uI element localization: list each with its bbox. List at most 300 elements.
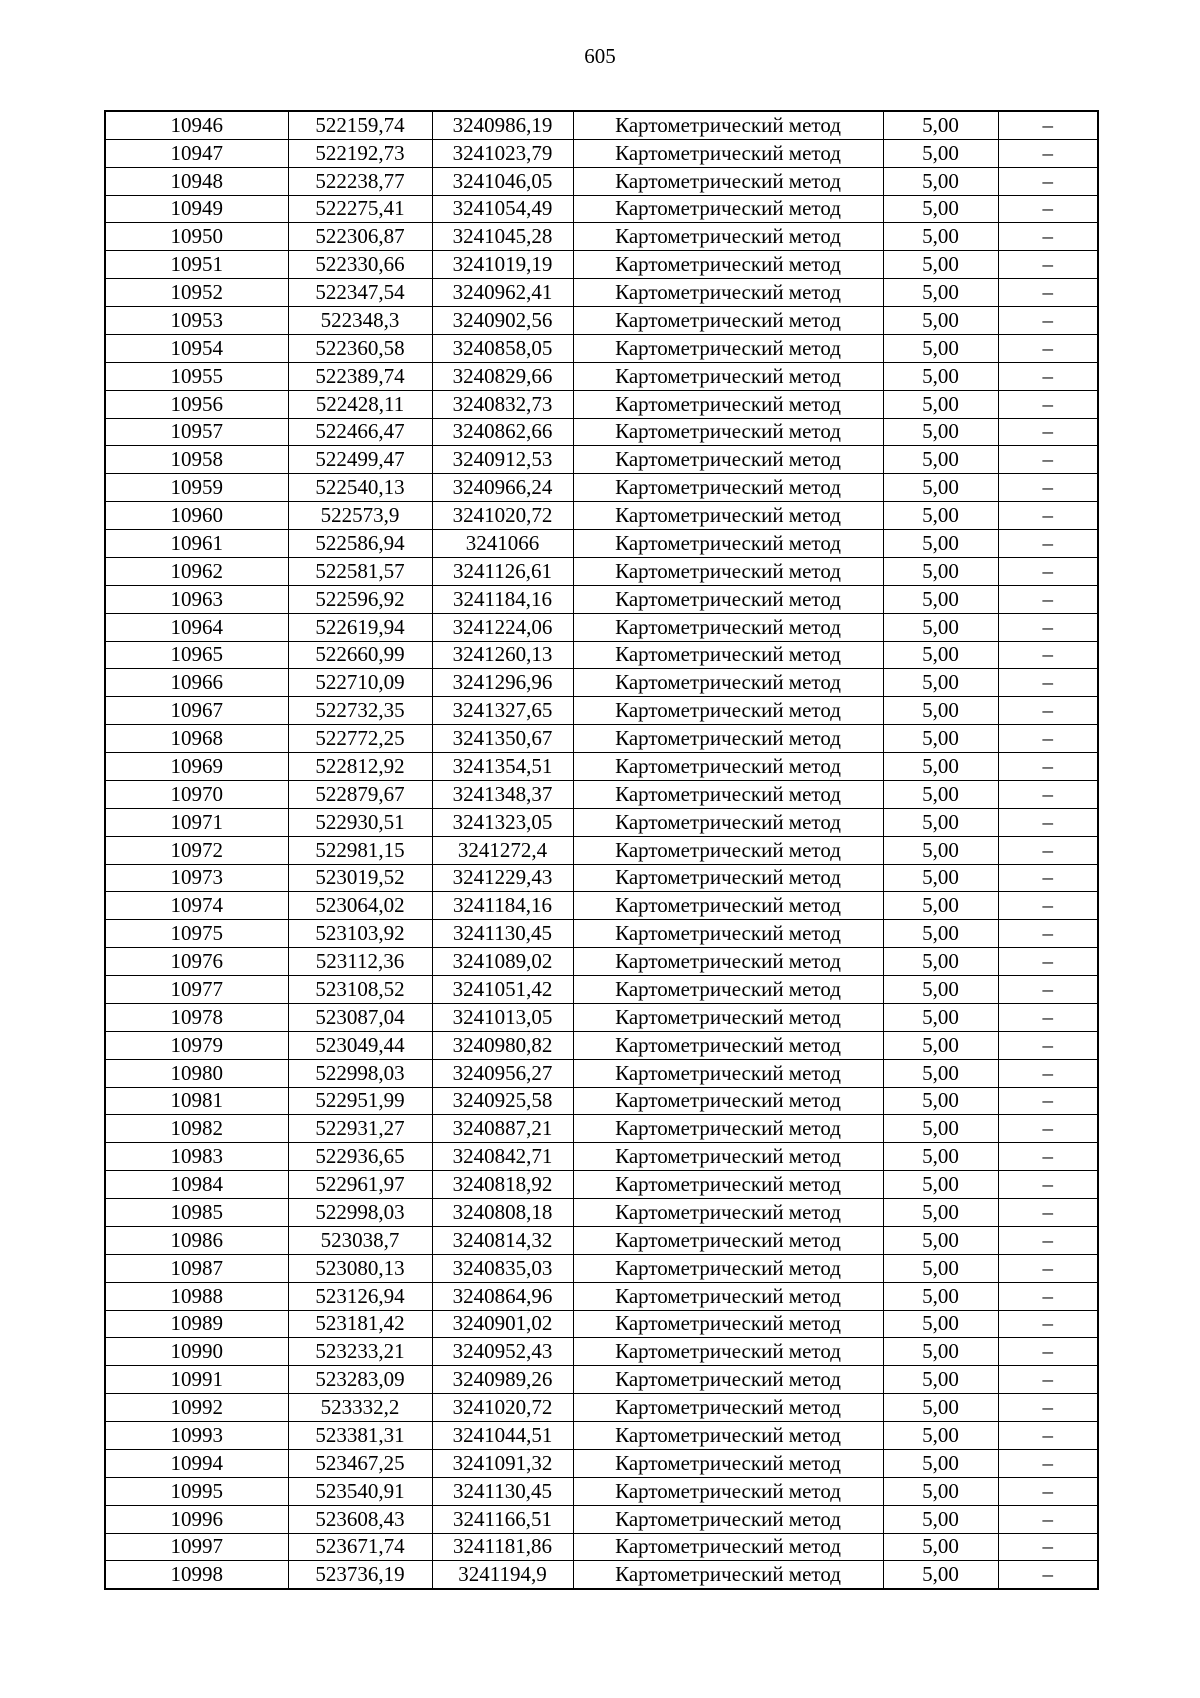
cell-x-coordinate: 523540,91 bbox=[288, 1477, 432, 1505]
cell-note: – bbox=[998, 446, 1098, 474]
cell-note: – bbox=[998, 1338, 1098, 1366]
table-row bbox=[105, 279, 1098, 307]
cell-y-coordinate: 3241013,05 bbox=[432, 1003, 573, 1031]
cell-note: – bbox=[998, 1115, 1098, 1143]
cell-method: Картометрический метод bbox=[573, 502, 883, 530]
cell-point-number: 10954 bbox=[105, 334, 288, 362]
cell-x-coordinate: 522159,74 bbox=[288, 111, 432, 139]
cell-point-number: 10974 bbox=[105, 892, 288, 920]
cell-error: 5,00 bbox=[883, 1087, 998, 1115]
cell-x-coordinate: 522772,25 bbox=[288, 725, 432, 753]
table-row bbox=[105, 530, 1098, 558]
table-row bbox=[105, 1254, 1098, 1282]
cell-error: 5,00 bbox=[883, 1310, 998, 1338]
cell-point-number: 10956 bbox=[105, 390, 288, 418]
cell-point-number: 10992 bbox=[105, 1394, 288, 1422]
cell-method: Картометрический метод bbox=[573, 1254, 883, 1282]
cell-error: 5,00 bbox=[883, 1561, 998, 1589]
cell-x-coordinate: 522930,51 bbox=[288, 808, 432, 836]
cell-method: Картометрический метод bbox=[573, 1003, 883, 1031]
cell-x-coordinate: 522732,35 bbox=[288, 697, 432, 725]
table-row bbox=[105, 641, 1098, 669]
table-row bbox=[105, 1115, 1098, 1143]
cell-x-coordinate: 522192,73 bbox=[288, 139, 432, 167]
cell-point-number: 10966 bbox=[105, 669, 288, 697]
cell-note: – bbox=[998, 418, 1098, 446]
table-row bbox=[105, 307, 1098, 335]
cell-note: – bbox=[998, 976, 1098, 1004]
cell-error: 5,00 bbox=[883, 223, 998, 251]
cell-method: Картометрический метод bbox=[573, 1226, 883, 1254]
cell-point-number: 10951 bbox=[105, 251, 288, 279]
table-row bbox=[105, 1561, 1098, 1589]
cell-method: Картометрический метод bbox=[573, 195, 883, 223]
cell-method: Картометрический метод bbox=[573, 585, 883, 613]
cell-error: 5,00 bbox=[883, 307, 998, 335]
cell-y-coordinate: 3241229,43 bbox=[432, 864, 573, 892]
cell-x-coordinate: 523038,7 bbox=[288, 1226, 432, 1254]
cell-note: – bbox=[998, 641, 1098, 669]
cell-x-coordinate: 522812,92 bbox=[288, 753, 432, 781]
cell-x-coordinate: 522981,15 bbox=[288, 836, 432, 864]
cell-point-number: 10961 bbox=[105, 530, 288, 558]
cell-x-coordinate: 523736,19 bbox=[288, 1561, 432, 1589]
cell-y-coordinate: 3240814,32 bbox=[432, 1226, 573, 1254]
cell-error: 5,00 bbox=[883, 1031, 998, 1059]
cell-method: Картометрический метод bbox=[573, 669, 883, 697]
cell-x-coordinate: 523087,04 bbox=[288, 1003, 432, 1031]
cell-note: – bbox=[998, 864, 1098, 892]
cell-method: Картометрический метод bbox=[573, 530, 883, 558]
cell-y-coordinate: 3241184,16 bbox=[432, 585, 573, 613]
cell-x-coordinate: 523103,92 bbox=[288, 920, 432, 948]
cell-method: Картометрический метод bbox=[573, 1449, 883, 1477]
cell-error: 5,00 bbox=[883, 1003, 998, 1031]
cell-method: Картометрический метод bbox=[573, 111, 883, 139]
cell-error: 5,00 bbox=[883, 1143, 998, 1171]
table-row bbox=[105, 892, 1098, 920]
cell-method: Картометрический метод bbox=[573, 1143, 883, 1171]
cell-error: 5,00 bbox=[883, 362, 998, 390]
cell-y-coordinate: 3240956,27 bbox=[432, 1059, 573, 1087]
cell-error: 5,00 bbox=[883, 641, 998, 669]
cell-point-number: 10995 bbox=[105, 1477, 288, 1505]
cell-note: – bbox=[998, 1561, 1098, 1589]
cell-method: Картометрический метод bbox=[573, 1087, 883, 1115]
cell-note: – bbox=[998, 669, 1098, 697]
cell-error: 5,00 bbox=[883, 836, 998, 864]
table-row bbox=[105, 585, 1098, 613]
cell-method: Картометрический метод bbox=[573, 753, 883, 781]
cell-method: Картометрический метод bbox=[573, 167, 883, 195]
cell-note: – bbox=[998, 1226, 1098, 1254]
table-row bbox=[105, 1505, 1098, 1533]
cell-error: 5,00 bbox=[883, 1422, 998, 1450]
cell-y-coordinate: 3240864,96 bbox=[432, 1282, 573, 1310]
cell-note: – bbox=[998, 753, 1098, 781]
coordinates-table bbox=[104, 110, 1099, 1590]
cell-x-coordinate: 523608,43 bbox=[288, 1505, 432, 1533]
cell-note: – bbox=[998, 1282, 1098, 1310]
cell-note: – bbox=[998, 808, 1098, 836]
cell-note: – bbox=[998, 892, 1098, 920]
cell-method: Картометрический метод bbox=[573, 1505, 883, 1533]
cell-error: 5,00 bbox=[883, 1254, 998, 1282]
cell-note: – bbox=[998, 279, 1098, 307]
cell-error: 5,00 bbox=[883, 1477, 998, 1505]
cell-y-coordinate: 3241089,02 bbox=[432, 948, 573, 976]
cell-method: Картометрический метод bbox=[573, 1561, 883, 1589]
cell-y-coordinate: 3240901,02 bbox=[432, 1310, 573, 1338]
cell-y-coordinate: 3241184,16 bbox=[432, 892, 573, 920]
cell-error: 5,00 bbox=[883, 530, 998, 558]
cell-point-number: 10981 bbox=[105, 1087, 288, 1115]
cell-x-coordinate: 523108,52 bbox=[288, 976, 432, 1004]
table-row bbox=[105, 1171, 1098, 1199]
cell-note: – bbox=[998, 948, 1098, 976]
cell-point-number: 10991 bbox=[105, 1366, 288, 1394]
cell-method: Картометрический метод bbox=[573, 613, 883, 641]
cell-method: Картометрический метод bbox=[573, 1310, 883, 1338]
cell-point-number: 10946 bbox=[105, 111, 288, 139]
cell-error: 5,00 bbox=[883, 864, 998, 892]
table-row bbox=[105, 418, 1098, 446]
cell-x-coordinate: 522936,65 bbox=[288, 1143, 432, 1171]
cell-x-coordinate: 522998,03 bbox=[288, 1059, 432, 1087]
table-row bbox=[105, 920, 1098, 948]
cell-note: – bbox=[998, 836, 1098, 864]
cell-error: 5,00 bbox=[883, 251, 998, 279]
cell-x-coordinate: 522275,41 bbox=[288, 195, 432, 223]
table-row bbox=[105, 557, 1098, 585]
cell-y-coordinate: 3240829,66 bbox=[432, 362, 573, 390]
cell-error: 5,00 bbox=[883, 613, 998, 641]
cell-method: Картометрический метод bbox=[573, 1282, 883, 1310]
cell-x-coordinate: 522428,11 bbox=[288, 390, 432, 418]
cell-note: – bbox=[998, 1031, 1098, 1059]
cell-note: – bbox=[998, 1003, 1098, 1031]
cell-x-coordinate: 522348,3 bbox=[288, 307, 432, 335]
cell-error: 5,00 bbox=[883, 334, 998, 362]
cell-point-number: 10997 bbox=[105, 1533, 288, 1561]
cell-x-coordinate: 522573,9 bbox=[288, 502, 432, 530]
cell-point-number: 10972 bbox=[105, 836, 288, 864]
cell-point-number: 10994 bbox=[105, 1449, 288, 1477]
cell-x-coordinate: 523019,52 bbox=[288, 864, 432, 892]
cell-point-number: 10967 bbox=[105, 697, 288, 725]
cell-error: 5,00 bbox=[883, 1366, 998, 1394]
cell-note: – bbox=[998, 334, 1098, 362]
cell-method: Картометрический метод bbox=[573, 1477, 883, 1505]
cell-error: 5,00 bbox=[883, 1449, 998, 1477]
cell-y-coordinate: 3241327,65 bbox=[432, 697, 573, 725]
cell-method: Картометрический метод bbox=[573, 948, 883, 976]
cell-point-number: 10990 bbox=[105, 1338, 288, 1366]
cell-note: – bbox=[998, 1087, 1098, 1115]
cell-point-number: 10979 bbox=[105, 1031, 288, 1059]
cell-y-coordinate: 3240912,53 bbox=[432, 446, 573, 474]
cell-note: – bbox=[998, 1477, 1098, 1505]
table-row bbox=[105, 613, 1098, 641]
cell-point-number: 10949 bbox=[105, 195, 288, 223]
cell-y-coordinate: 3240818,92 bbox=[432, 1171, 573, 1199]
cell-note: – bbox=[998, 1533, 1098, 1561]
cell-point-number: 10984 bbox=[105, 1171, 288, 1199]
cell-x-coordinate: 522660,99 bbox=[288, 641, 432, 669]
table-body bbox=[105, 111, 1098, 1589]
cell-note: – bbox=[998, 1422, 1098, 1450]
cell-y-coordinate: 3241091,32 bbox=[432, 1449, 573, 1477]
cell-x-coordinate: 523332,2 bbox=[288, 1394, 432, 1422]
cell-x-coordinate: 523112,36 bbox=[288, 948, 432, 976]
cell-x-coordinate: 522586,94 bbox=[288, 530, 432, 558]
cell-x-coordinate: 522330,66 bbox=[288, 251, 432, 279]
cell-y-coordinate: 3241272,4 bbox=[432, 836, 573, 864]
table-row bbox=[105, 1422, 1098, 1450]
cell-x-coordinate: 523467,25 bbox=[288, 1449, 432, 1477]
table-row bbox=[105, 725, 1098, 753]
cell-point-number: 10955 bbox=[105, 362, 288, 390]
cell-point-number: 10958 bbox=[105, 446, 288, 474]
cell-point-number: 10947 bbox=[105, 139, 288, 167]
cell-x-coordinate: 523080,13 bbox=[288, 1254, 432, 1282]
cell-y-coordinate: 3241260,13 bbox=[432, 641, 573, 669]
cell-x-coordinate: 522931,27 bbox=[288, 1115, 432, 1143]
table-row bbox=[105, 195, 1098, 223]
table-row bbox=[105, 1031, 1098, 1059]
cell-note: – bbox=[998, 390, 1098, 418]
cell-error: 5,00 bbox=[883, 418, 998, 446]
cell-x-coordinate: 522389,74 bbox=[288, 362, 432, 390]
cell-y-coordinate: 3241323,05 bbox=[432, 808, 573, 836]
cell-note: – bbox=[998, 1505, 1098, 1533]
cell-note: – bbox=[998, 474, 1098, 502]
cell-method: Картометрический метод bbox=[573, 557, 883, 585]
cell-note: – bbox=[998, 251, 1098, 279]
cell-error: 5,00 bbox=[883, 808, 998, 836]
cell-error: 5,00 bbox=[883, 279, 998, 307]
cell-y-coordinate: 3240832,73 bbox=[432, 390, 573, 418]
cell-point-number: 10970 bbox=[105, 780, 288, 808]
cell-point-number: 10952 bbox=[105, 279, 288, 307]
cell-method: Картометрический метод bbox=[573, 362, 883, 390]
cell-point-number: 10957 bbox=[105, 418, 288, 446]
cell-error: 5,00 bbox=[883, 167, 998, 195]
cell-x-coordinate: 523181,42 bbox=[288, 1310, 432, 1338]
table-row bbox=[105, 1310, 1098, 1338]
cell-y-coordinate: 3240986,19 bbox=[432, 111, 573, 139]
cell-note: – bbox=[998, 585, 1098, 613]
table-row bbox=[105, 1394, 1098, 1422]
cell-error: 5,00 bbox=[883, 195, 998, 223]
cell-error: 5,00 bbox=[883, 1115, 998, 1143]
cell-method: Картометрический метод bbox=[573, 864, 883, 892]
cell-y-coordinate: 3241181,86 bbox=[432, 1533, 573, 1561]
cell-method: Картометрический метод bbox=[573, 418, 883, 446]
cell-point-number: 10968 bbox=[105, 725, 288, 753]
cell-point-number: 10977 bbox=[105, 976, 288, 1004]
cell-y-coordinate: 3240842,71 bbox=[432, 1143, 573, 1171]
cell-point-number: 10976 bbox=[105, 948, 288, 976]
cell-method: Картометрический метод bbox=[573, 920, 883, 948]
cell-y-coordinate: 3241046,05 bbox=[432, 167, 573, 195]
table-row bbox=[105, 1199, 1098, 1227]
table-row bbox=[105, 474, 1098, 502]
cell-y-coordinate: 3241044,51 bbox=[432, 1422, 573, 1450]
cell-note: – bbox=[998, 1199, 1098, 1227]
cell-note: – bbox=[998, 613, 1098, 641]
cell-x-coordinate: 523126,94 bbox=[288, 1282, 432, 1310]
cell-x-coordinate: 522710,09 bbox=[288, 669, 432, 697]
cell-point-number: 10998 bbox=[105, 1561, 288, 1589]
cell-x-coordinate: 523233,21 bbox=[288, 1338, 432, 1366]
cell-method: Картометрический метод bbox=[573, 223, 883, 251]
table-row bbox=[105, 1226, 1098, 1254]
cell-note: – bbox=[998, 1059, 1098, 1087]
cell-point-number: 10971 bbox=[105, 808, 288, 836]
cell-note: – bbox=[998, 1171, 1098, 1199]
table-row bbox=[105, 502, 1098, 530]
cell-error: 5,00 bbox=[883, 390, 998, 418]
cell-error: 5,00 bbox=[883, 697, 998, 725]
cell-note: – bbox=[998, 223, 1098, 251]
cell-method: Картометрический метод bbox=[573, 1366, 883, 1394]
cell-error: 5,00 bbox=[883, 139, 998, 167]
cell-method: Картометрический метод bbox=[573, 808, 883, 836]
cell-note: – bbox=[998, 1449, 1098, 1477]
cell-point-number: 10986 bbox=[105, 1226, 288, 1254]
cell-x-coordinate: 523283,09 bbox=[288, 1366, 432, 1394]
cell-y-coordinate: 3241045,28 bbox=[432, 223, 573, 251]
cell-note: – bbox=[998, 1254, 1098, 1282]
cell-point-number: 10975 bbox=[105, 920, 288, 948]
cell-y-coordinate: 3240808,18 bbox=[432, 1199, 573, 1227]
cell-point-number: 10996 bbox=[105, 1505, 288, 1533]
cell-error: 5,00 bbox=[883, 1282, 998, 1310]
cell-y-coordinate: 3240980,82 bbox=[432, 1031, 573, 1059]
table-row bbox=[105, 1059, 1098, 1087]
cell-error: 5,00 bbox=[883, 557, 998, 585]
table-row bbox=[105, 111, 1098, 139]
cell-point-number: 10973 bbox=[105, 864, 288, 892]
table-row bbox=[105, 864, 1098, 892]
table-row bbox=[105, 780, 1098, 808]
cell-error: 5,00 bbox=[883, 1533, 998, 1561]
cell-method: Картометрический метод bbox=[573, 1059, 883, 1087]
table-row bbox=[105, 390, 1098, 418]
cell-error: 5,00 bbox=[883, 1505, 998, 1533]
cell-note: – bbox=[998, 139, 1098, 167]
cell-point-number: 10987 bbox=[105, 1254, 288, 1282]
cell-note: – bbox=[998, 697, 1098, 725]
cell-y-coordinate: 3241350,67 bbox=[432, 725, 573, 753]
cell-error: 5,00 bbox=[883, 753, 998, 781]
cell-x-coordinate: 522540,13 bbox=[288, 474, 432, 502]
cell-point-number: 10963 bbox=[105, 585, 288, 613]
cell-point-number: 10950 bbox=[105, 223, 288, 251]
cell-y-coordinate: 3240925,58 bbox=[432, 1087, 573, 1115]
cell-x-coordinate: 522879,67 bbox=[288, 780, 432, 808]
cell-note: – bbox=[998, 920, 1098, 948]
cell-point-number: 10962 bbox=[105, 557, 288, 585]
cell-error: 5,00 bbox=[883, 669, 998, 697]
cell-method: Картометрический метод bbox=[573, 279, 883, 307]
table-row bbox=[105, 251, 1098, 279]
cell-point-number: 10982 bbox=[105, 1115, 288, 1143]
table-row bbox=[105, 446, 1098, 474]
cell-error: 5,00 bbox=[883, 1059, 998, 1087]
cell-point-number: 10983 bbox=[105, 1143, 288, 1171]
cell-x-coordinate: 522347,54 bbox=[288, 279, 432, 307]
cell-point-number: 10965 bbox=[105, 641, 288, 669]
cell-x-coordinate: 522596,92 bbox=[288, 585, 432, 613]
cell-y-coordinate: 3240966,24 bbox=[432, 474, 573, 502]
cell-point-number: 10960 bbox=[105, 502, 288, 530]
table-row bbox=[105, 139, 1098, 167]
cell-method: Картометрический метод bbox=[573, 836, 883, 864]
cell-point-number: 10964 bbox=[105, 613, 288, 641]
cell-method: Картометрический метод bbox=[573, 1171, 883, 1199]
cell-method: Картометрический метод bbox=[573, 1422, 883, 1450]
cell-point-number: 10953 bbox=[105, 307, 288, 335]
table-row bbox=[105, 808, 1098, 836]
cell-x-coordinate: 522951,99 bbox=[288, 1087, 432, 1115]
cell-y-coordinate: 3240858,05 bbox=[432, 334, 573, 362]
cell-y-coordinate: 3240952,43 bbox=[432, 1338, 573, 1366]
table-row bbox=[105, 948, 1098, 976]
table-row bbox=[105, 167, 1098, 195]
cell-x-coordinate: 522998,03 bbox=[288, 1199, 432, 1227]
cell-point-number: 10969 bbox=[105, 753, 288, 781]
cell-y-coordinate: 3241066 bbox=[432, 530, 573, 558]
cell-y-coordinate: 3240989,26 bbox=[432, 1366, 573, 1394]
cell-x-coordinate: 523381,31 bbox=[288, 1422, 432, 1450]
cell-y-coordinate: 3241194,9 bbox=[432, 1561, 573, 1589]
cell-error: 5,00 bbox=[883, 948, 998, 976]
cell-y-coordinate: 3241130,45 bbox=[432, 920, 573, 948]
table-row bbox=[105, 1477, 1098, 1505]
cell-error: 5,00 bbox=[883, 1338, 998, 1366]
cell-method: Картометрический метод bbox=[573, 251, 883, 279]
cell-x-coordinate: 522238,77 bbox=[288, 167, 432, 195]
cell-x-coordinate: 522306,87 bbox=[288, 223, 432, 251]
cell-method: Картометрический метод bbox=[573, 976, 883, 1004]
cell-x-coordinate: 522619,94 bbox=[288, 613, 432, 641]
cell-y-coordinate: 3240887,21 bbox=[432, 1115, 573, 1143]
cell-x-coordinate: 522961,97 bbox=[288, 1171, 432, 1199]
cell-y-coordinate: 3241019,19 bbox=[432, 251, 573, 279]
cell-note: – bbox=[998, 195, 1098, 223]
table-row bbox=[105, 1087, 1098, 1115]
cell-x-coordinate: 523671,74 bbox=[288, 1533, 432, 1561]
cell-y-coordinate: 3240962,41 bbox=[432, 279, 573, 307]
cell-method: Картометрический метод bbox=[573, 390, 883, 418]
cell-point-number: 10978 bbox=[105, 1003, 288, 1031]
cell-y-coordinate: 3240835,03 bbox=[432, 1254, 573, 1282]
cell-y-coordinate: 3241354,51 bbox=[432, 753, 573, 781]
cell-y-coordinate: 3241020,72 bbox=[432, 1394, 573, 1422]
cell-note: – bbox=[998, 307, 1098, 335]
cell-point-number: 10989 bbox=[105, 1310, 288, 1338]
cell-y-coordinate: 3241224,06 bbox=[432, 613, 573, 641]
cell-y-coordinate: 3241054,49 bbox=[432, 195, 573, 223]
table-row bbox=[105, 753, 1098, 781]
cell-point-number: 10948 bbox=[105, 167, 288, 195]
cell-note: – bbox=[998, 362, 1098, 390]
cell-y-coordinate: 3241023,79 bbox=[432, 139, 573, 167]
cell-point-number: 10959 bbox=[105, 474, 288, 502]
table-row bbox=[105, 362, 1098, 390]
